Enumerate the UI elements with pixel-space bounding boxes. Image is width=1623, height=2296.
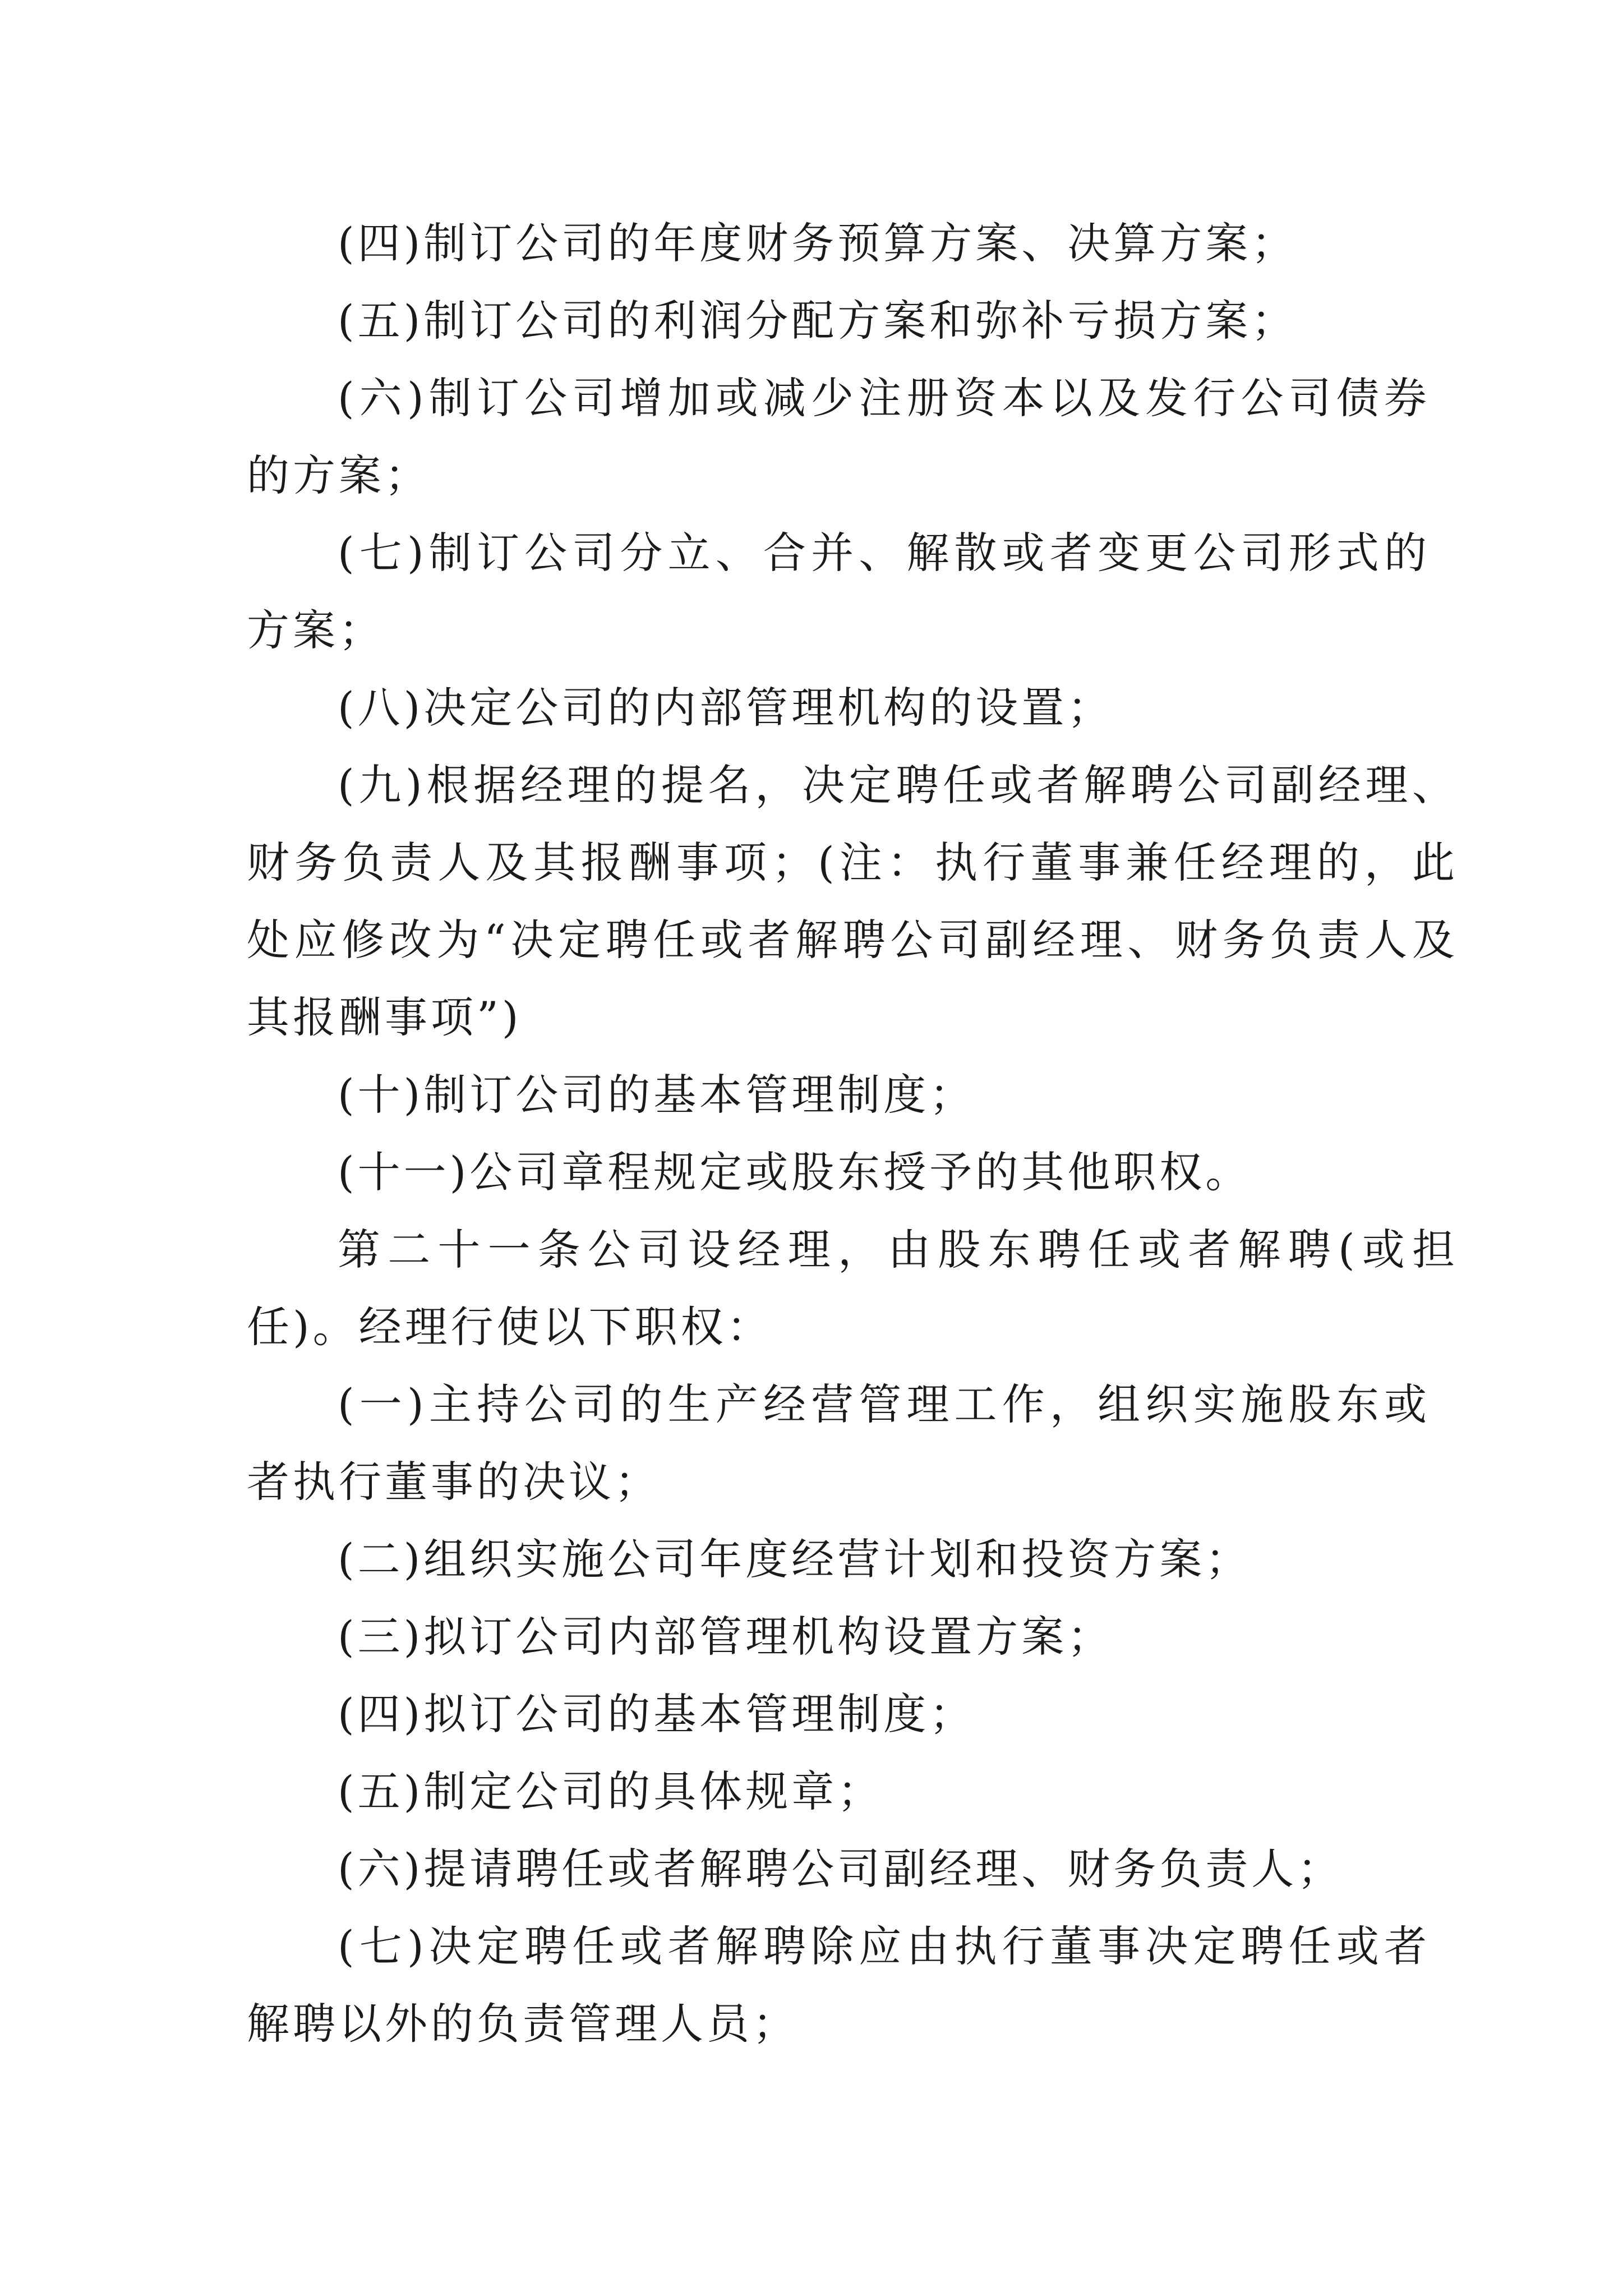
paragraph-item-5: (五)制订公司的利润分配方案和弥补亏损方案； xyxy=(338,296,1298,346)
article-21-heading: 第二十一条公司设经理，由股东聘任或者解聘(或担任)。经理行使以下职权： xyxy=(247,1225,1458,1352)
manager-power-6: (六)提请聘任或者解聘公司副经理、财务负责人； xyxy=(338,1844,1344,1894)
manager-power-3: (三)拟订公司内部管理机构设置方案； xyxy=(338,1612,1114,1662)
manager-power-2: (二)组织实施公司年度经营计划和投资方案； xyxy=(338,1534,1252,1584)
paragraph-item-4: (四)制订公司的年度财务预算方案、决算方案； xyxy=(338,218,1298,268)
paragraph-item-10: (十)制订公司的基本管理制度； xyxy=(338,1070,976,1120)
paragraph-item-7: (七)制订公司分立、合并、解散或者变更公司形式的方案； xyxy=(247,528,1430,655)
paragraph-item-6: (六)制订公司增加或减少注册资本以及发行公司债券的方案； xyxy=(247,373,1430,500)
paragraph-item-9: (九)根据经理的提名，决定聘任或者解聘公司副经理、财务负责人及其报酬事项；(注：执行董事兼任经理的，此处应修改为“决定聘任或者解聘公司副经理、财务负责人及其报酬事项”) xyxy=(247,760,1458,1042)
document-body xyxy=(247,205,1458,2063)
paragraph-item-8: (八)决定公司的内部管理机构的设置； xyxy=(338,683,1114,733)
manager-power-5: (五)制定公司的具体规章； xyxy=(338,1766,884,1816)
manager-power-4: (四)拟订公司的基本管理制度； xyxy=(338,1689,976,1739)
manager-power-1: (一)主持公司的生产经营管理工作，组织实施股东或者执行董事的决议； xyxy=(247,1379,1430,1507)
paragraph-item-11: (十一)公司章程规定或股东授予的其他职权。 xyxy=(338,1147,1252,1197)
manager-power-7: (七)决定聘任或者解聘除应由执行董事决定聘任或者解聘以外的负责管理人员； xyxy=(247,1921,1430,2049)
